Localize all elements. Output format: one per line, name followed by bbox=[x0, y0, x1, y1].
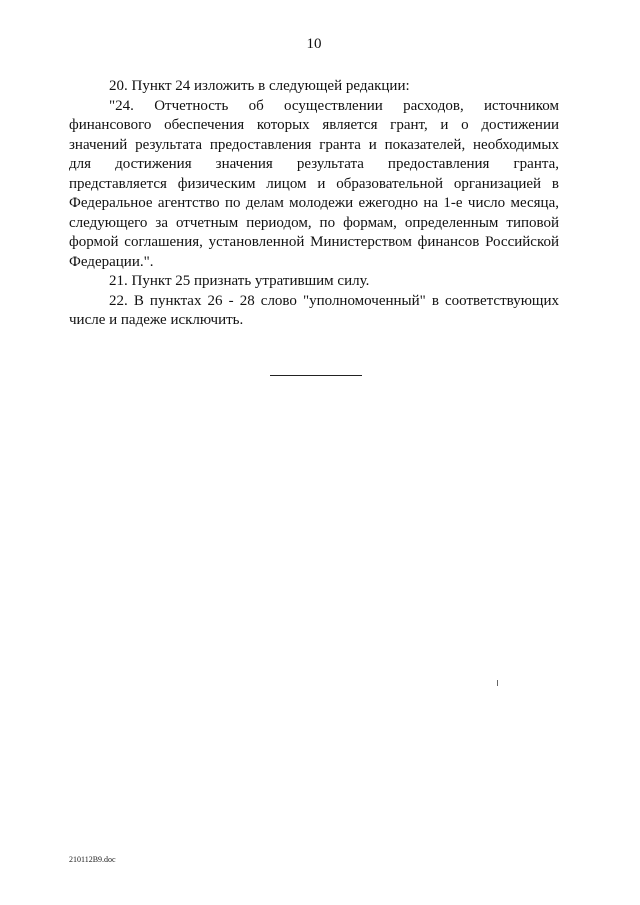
quoted-paragraph-24-line: Федерации.". bbox=[69, 253, 154, 270]
quoted-paragraph-24-line: финансового обеспечения которых является грант, и о достижении bbox=[69, 117, 559, 133]
paragraph-21-line: 21. Пункт 25 признать утратившим силу. bbox=[109, 273, 370, 289]
quoted-paragraph-24-line: для достижения значения результата предоставления гранта, bbox=[69, 156, 559, 172]
quoted-paragraph-24-line: значений результата предоставления гранта и показателей, необходимых bbox=[69, 136, 559, 153]
document-body bbox=[69, 77, 559, 331]
quoted-paragraph-24-line: представляется физическим лицом и образовательной организацией в bbox=[69, 175, 559, 192]
quoted-paragraph-24-line: формой соглашения, установленной Министерством финансов Российской bbox=[69, 234, 559, 250]
quoted-paragraph-24-line: "24. Отчетность об осуществлении расходов, источником bbox=[109, 97, 559, 114]
quoted-paragraph-24-line: Федеральное агентство по делам молодежи ежегодно на 1-е число месяца, bbox=[69, 195, 559, 211]
paragraph-20-line: 20. Пункт 24 изложить в следующей редакции: bbox=[109, 78, 410, 94]
document-code: 210112В9.doc bbox=[69, 855, 116, 864]
paragraph-22-line: числе и падеже исключить. bbox=[69, 312, 244, 328]
quoted-paragraph-24-line: следующего за отчетным периодом, по формам, определенным типовой bbox=[69, 214, 559, 231]
page-number: 10 bbox=[306, 36, 322, 52]
end-separator-line bbox=[270, 375, 362, 376]
paragraph-22-line: 22. В пунктах 26 - 28 слово "уполномоченный" в соответствующих bbox=[109, 292, 559, 309]
stray-mark bbox=[497, 680, 498, 686]
